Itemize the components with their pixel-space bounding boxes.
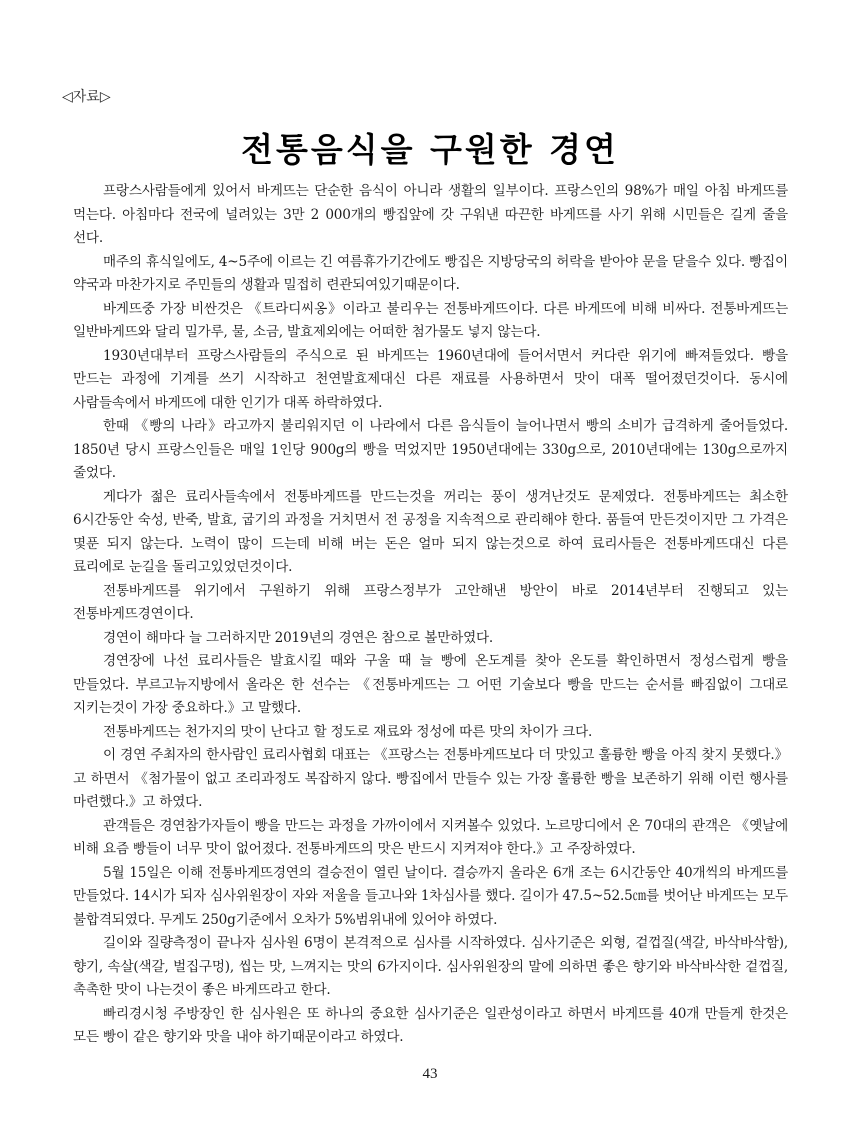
paragraph: 한때 《빵의 나라》라고까지 불리워지던 이 나라에서 다른 음식들이 늘어나면서 빵의 소비가 급격하게 줄어들었다. 1850년 당시 프랑스인들은 매일 1인당 900g의 빵을 먹었지만 1950년대에는 330g으로, 2010년대에는 130g으로까지 줄었다. (73, 418, 788, 481)
paragraph: 바게뜨중 가장 비싼것은 《트라디씨옹》이라고 불리우는 전통바게뜨이다. 다른 바게뜨에 비해 비싸다. 전통바게뜨는 일반바게뜨와 달리 밀가루, 물, 소금, 발효제외에는 어떠한 첨가물도 넣지 않는다. (73, 300, 788, 340)
paragraph: 관객들은 경연참가자들이 빵을 만드는 과정을 가까이에서 지켜볼수 있었다. 노르망디에서 온 70대의 관객은 《옛날에 비해 요즘 빵들이 너무 맛이 없어졌다. 전통바게뜨의 맛은 반드시 지켜져야 한다.》고 주장하였다. (73, 817, 788, 857)
paragraph: 5월 15일은 이해 전통바게뜨경연의 결승전이 열린 날이다. 결승까지 올라온 6개 조는 6시간동안 40개씩의 바게뜨를 만들었다. 14시가 되자 심사위원장이 자와 저울을 들고나와 1차심사를 했다. 길이가 47.5~52.5㎝를 벗어난 바게뜨는 모두 불합격되였다. 무게도 250g기준에서 오차가 5%범위내에 있어야 하였다. (73, 864, 788, 928)
paragraph: 전통바게뜨는 천가지의 맛이 난다고 할 정도로 재료와 정성에 따른 맛의 차이가 크다. (103, 723, 593, 740)
paragraph: 이 경연 주최자의 한사람인 료리사협회 대표는 《프랑스는 전통바게뜨보다 더 맛있고 훌륭한 빵을 아직 찾지 못했다.》고 하면서 《첨가물이 없고 조리과정도 복잡하지 않다. 빵집에서 만들수 있는 가장 훌륭한 빵을 보존하기 위해 이런 행사를 마련했다.》고 하였다. (73, 747, 788, 810)
page-number: 43 (422, 1066, 438, 1082)
section-label: ◁자료▷ (62, 89, 111, 105)
paragraph: 게다가 젊은 료리사들속에서 전통바게뜨를 만드는것을 꺼리는 풍이 생겨난것도 문제였다. 전통바게뜨는 최소한 6시간동안 숙성, 반죽, 발효, 굽기의 과정을 거치면서 전 공정을 지속적으로 관리해야 한다. 품들여 만든것이지만 그 가격은 몇푼 되지 않는다. 노력이 많이 드는데 비해 버는 돈은 얼마 되지 않는것으로 하여 료리사들은 전통바게뜨대신 다른 료리에로 눈길을 돌리고있었던것이다. (73, 488, 788, 575)
article-body (73, 180, 788, 1050)
paragraph: 경연이 해마다 늘 그러하지만 2019년의 경연은 참으로 볼만하였다. (103, 629, 494, 646)
paragraph: 매주의 휴식일에도, 4~5주에 이르는 긴 여름휴가기간에도 빵집은 지방당국의 허락을 받아야 문을 닫을수 있다. 빵집이 약국과 마찬가지로 주민들의 생활과 밀접히 련관되여있기때문이다. (73, 253, 788, 293)
paragraph: 전통바게뜨를 위기에서 구원하기 위해 프랑스정부가 고안해낸 방안이 바로 2014년부터 진행되고 있는 전통바게뜨경연이다. (73, 582, 788, 622)
paragraph: 경연장에 나선 료리사들은 발효시킬 때와 구울 때 늘 빵에 온도계를 찾아 온도를 확인하면서 정성스럽게 빵을 만들었다. 부르고뉴지방에서 올라온 한 선수는 《전통바게뜨는 그 어떤 기술보다 빵을 만드는 순서를 빠짐없이 그대로 지키는것이 가장 중요하다.》고 말했다. (73, 653, 788, 716)
article-title: 전통음식을 구원한 경연 (241, 130, 619, 169)
paragraph: 길이와 질량측정이 끝나자 심사원 6명이 본격적으로 심사를 시작하였다. 심사기준은 외형, 겉껍질(색갈, 바삭바삭함), 향기, 속살(색갈, 벌집구멍), 씹는 맛, 느껴지는 맛의 6가지이다. 심사위원장의 말에 의하면 좋은 향기와 바삭바삭한 겉껍질, 촉촉한 맛이 나는것이 좋은 바게뜨라고 한다. (73, 935, 788, 998)
paragraph: 빠리경시청 주방장인 한 심사원은 또 하나의 중요한 심사기준은 일관성이라고 하면서 바게뜨를 40개 만들게 한것은 모든 빵이 같은 향기와 맛을 내야 하기때문이라고 하였다. (73, 1005, 788, 1045)
paragraph: 1930년대부터 프랑스사람들의 주식으로 된 바게뜨는 1960년대에 들어서면서 커다란 위기에 빠져들었다. 빵을 만드는 과정에 기계를 쓰기 시작하고 천연발효제대신 다른 재료를 사용하면서 맛이 대폭 떨어졌던것이다. 동시에 사람들속에서 바게뜨에 대한 인기가 대폭 하락하였다. (73, 347, 788, 411)
paragraph: 프랑스사람들에게 있어서 바게뜨는 단순한 음식이 아니라 생활의 일부이다. 프랑스인의 98%가 매일 아침 바게뜨를 먹는다. 아침마다 전국에 널려있는 3만 2 000개의 빵집앞에 갓 구워낸 따끈한 바게뜨를 사기 위해 시민들은 길게 줄을 선다. (73, 183, 788, 246)
